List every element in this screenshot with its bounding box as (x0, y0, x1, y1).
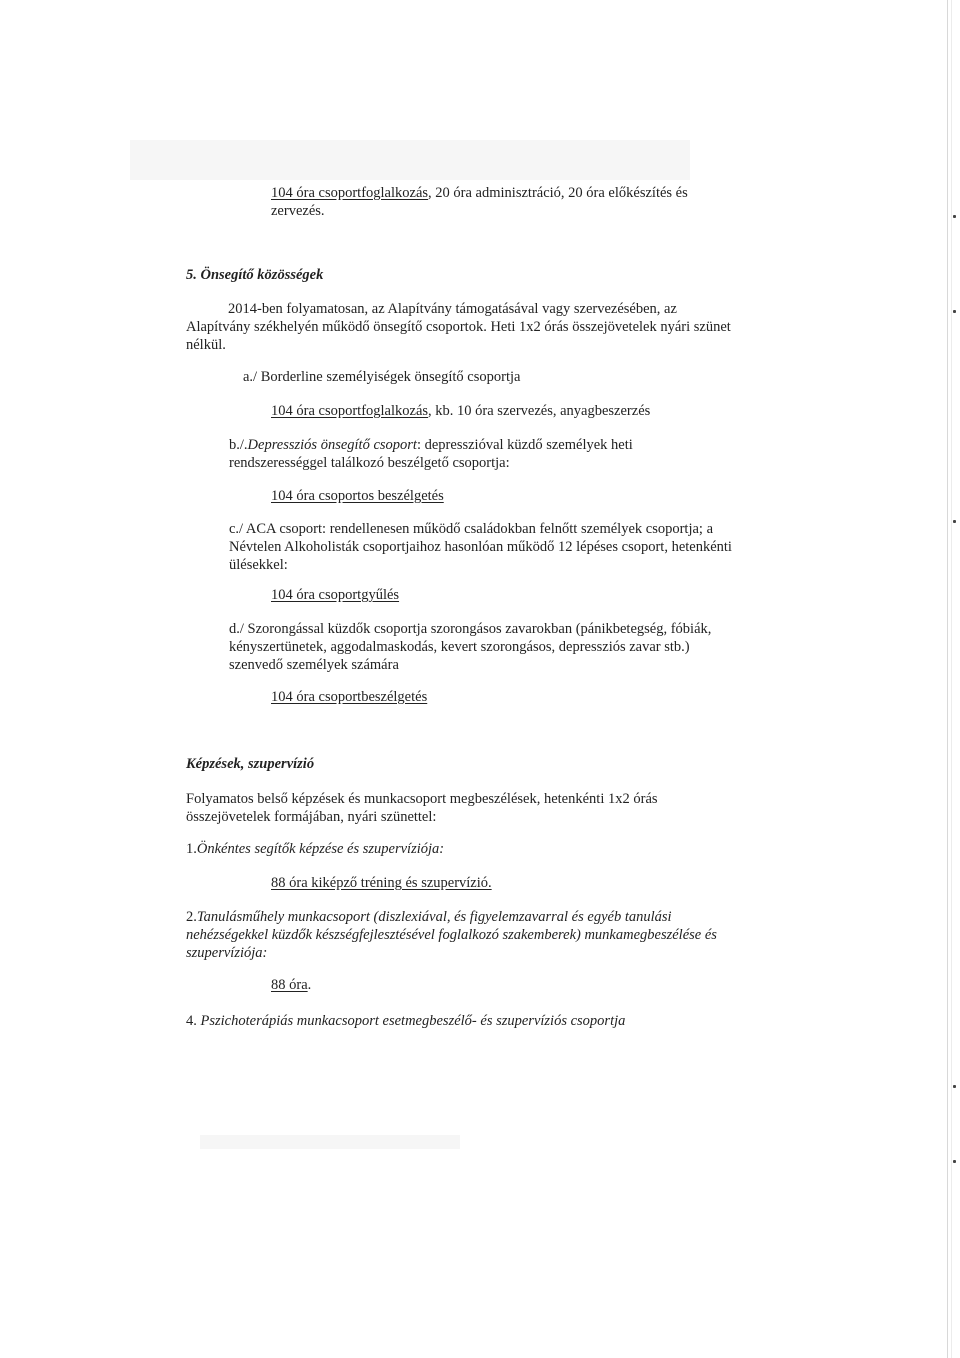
scan-speck (953, 1085, 956, 1088)
scan-edge-line (951, 0, 952, 1358)
training-item-2-line: nehézségekkel küzdők készségfejlesztésével foglalkozó szakemberek) munkamegbeszélése és (186, 927, 717, 943)
group-d-line: szenvedő személyek számára (229, 657, 399, 673)
group-a-hours: 104 óra csoportfoglalkozás (271, 403, 429, 419)
group-a-rest: , kb. 10 óra szervezés, anyagbeszerzés (428, 403, 651, 419)
paragraph-line: Alapítvány székhelyén működő önsegítő csoportok. Heti 1x2 órás összejövetelek nyári szünet (186, 319, 731, 335)
group-d-line: kényszertünetek, aggodalmaskodás, kevert szorongásos, depressziós zavar stb.) (229, 639, 690, 655)
section-heading: 5. Önsegítő közösségek (186, 267, 324, 283)
training-item-2-line: szupervíziója: (186, 945, 268, 961)
group-c-line: ülésekkel: (229, 557, 288, 573)
scan-edge-line (947, 0, 948, 1358)
scan-speck (953, 215, 956, 218)
group-b-detail: 104 óra csoportos beszélgetés (271, 488, 444, 504)
scan-speck (953, 520, 956, 523)
training-item-1 (186, 840, 444, 858)
intro-hours: 104 óra csoportfoglalkozás (271, 185, 429, 201)
scan-speck (953, 310, 956, 313)
intro-line-1 (271, 184, 688, 202)
item-title: Önkéntes segítők képzése és szupervíziója: (196, 841, 445, 857)
item-title: Tanulásműhely munkacsoport (diszlexiával, és figyelemzavarral és egyéb tanulási (196, 909, 672, 925)
training-item-1-detail: 88 óra kiképző tréning és szupervízió. (271, 875, 492, 891)
group-b-rest: : depresszióval küzdő személyek heti (416, 437, 633, 453)
group-d-detail: 104 óra csoportbeszélgetés (271, 689, 428, 705)
paragraph-line: 2014-ben folyamatosan, az Alapítvány támogatásával vagy szervezésében, az (228, 301, 677, 317)
group-a-title: a./ Borderline személyiségek önsegítő csoportja (243, 369, 521, 385)
group-b-name: Depressziós önsegítő csoport (247, 437, 417, 453)
group-c-line: c./ ACA csoport: rendellenesen működő családokban felnőtt személyek csoportja; a (229, 521, 714, 537)
group-d-line: d./ Szorongással küzdők csoportja szorongásos zavarokban (pánikbetegség, fóbiák, (229, 621, 712, 637)
item-number: 1. (186, 841, 197, 857)
item-title: Pszichoterápiás munkacsoport esetmegbeszélő- és szupervíziós csoportja (200, 1013, 626, 1029)
intro-rest: , 20 óra adminisztráció, 20 óra előkészítés és (428, 185, 688, 201)
trainings-heading: Képzések, szupervízió (186, 756, 315, 772)
training-item-2-detail (271, 976, 311, 994)
group-a-detail (271, 402, 650, 420)
scan-noise (200, 1135, 460, 1149)
group-b-line-1 (229, 436, 633, 454)
scan-noise (130, 140, 690, 180)
training-item-4 (186, 1012, 625, 1030)
item-hours: 88 óra (271, 977, 308, 993)
item-hours-tail: . (307, 977, 312, 993)
intro-line-2: zervezés. (271, 203, 325, 219)
item-number: 4. (186, 1013, 197, 1029)
scan-speck (953, 1160, 956, 1163)
training-item-2 (186, 908, 672, 926)
paragraph-line: nélkül. (186, 337, 226, 353)
item-number: 2. (186, 909, 197, 925)
group-b-prefix: b./. (229, 437, 248, 453)
group-c-detail: 104 óra csoportgyűlés (271, 587, 400, 603)
group-b-line-2: rendszerességgel találkozó beszélgető csoportja: (229, 455, 510, 471)
group-c-line: Névtelen Alkoholisták csoportjaihoz hasonlóan működő 12 lépéses csoport, hetenkénti (229, 539, 732, 555)
paragraph-line: Folyamatos belső képzések és munkacsoport megbeszélések, hetenkénti 1x2 órás (186, 791, 658, 807)
paragraph-line: összejövetelek formájában, nyári szünettel: (186, 809, 437, 825)
